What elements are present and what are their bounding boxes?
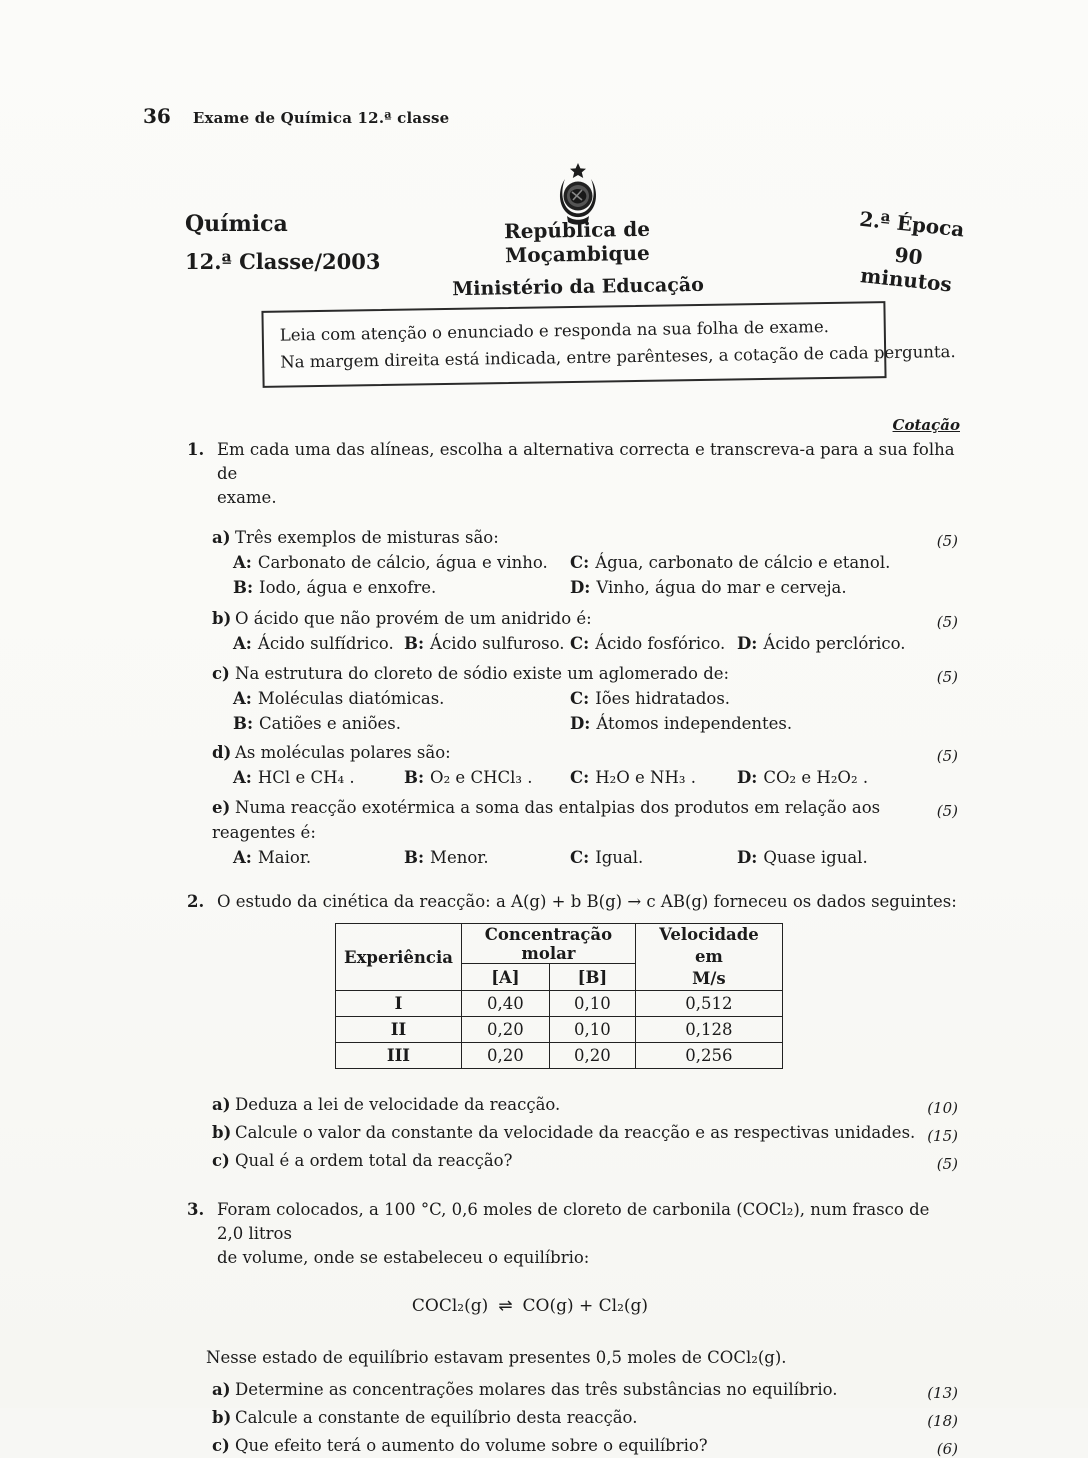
cell-a: 0,20 (461, 1017, 549, 1043)
item-label: b) (212, 1408, 232, 1427)
option-b: B: O₂ e CHCl₃ . (404, 768, 533, 787)
option-b: B: Iodo, água e enxofre. (233, 578, 437, 597)
options-row (233, 845, 960, 870)
question-3-head (185, 1198, 960, 1270)
item-label: a) (212, 1095, 231, 1114)
option-d: D: CO₂ e H₂O₂ . (737, 768, 869, 787)
item-prompt: Três exemplos de misturas são: (235, 528, 499, 547)
item-mark: (5) (936, 802, 958, 820)
table-row (336, 1017, 783, 1043)
question-1-head (185, 438, 960, 510)
option-d: D: Quase igual. (737, 848, 868, 867)
item-mark: (13) (927, 1384, 958, 1402)
running-header-label: Exame de Química 12.ª classe (192, 109, 450, 127)
question-item-3a (212, 1377, 960, 1402)
question-text: Em cada uma das alíneas, escolha a alternativa correcta e transcreva-a para a sua folha de exame. (217, 440, 955, 507)
option-a: A: Moléculas diatómicas. (233, 689, 445, 708)
item-mark: (6) (936, 1440, 958, 1458)
item-label: a) (212, 528, 231, 547)
item-label: b) (212, 609, 232, 628)
equation-left: COCl₂(g) (411, 1296, 489, 1316)
option-c: C: Ácido fosfórico. (570, 634, 726, 653)
item-label: c) (212, 664, 230, 683)
item-label: b) (212, 1123, 232, 1142)
cell-experiment: III (336, 1043, 462, 1069)
options-grid (233, 686, 960, 736)
option-b: B: Catiões e aniões. (233, 714, 401, 733)
question-item-1b (212, 606, 960, 656)
cell-a: 0,20 (461, 1043, 549, 1069)
cell-velocity: 0,512 (635, 991, 782, 1017)
option-c: C: Água, carbonato de cálcio e etanol. (570, 553, 891, 572)
item-mark: (18) (927, 1412, 958, 1430)
question-text: Foram colocados, a 100 °C, 0,6 moles de cloreto de carbonila (COCl₂), num frasco de 2,0 litros de volume, onde se estabeleceu o equilíbrio: (217, 1200, 930, 1267)
item-prompt: Determine as concentrações molares das três substâncias no equilíbrio. (235, 1380, 838, 1399)
item-label: c) (212, 1151, 230, 1170)
kinetics-table-wrap (335, 923, 960, 1069)
item-prompt: Numa reacção exotérmica a soma das entalpias dos produtos em relação aos reagentes é: (212, 798, 881, 842)
cell-velocity: 0,256 (635, 1043, 782, 1069)
option-b: B: Ácido sulfuroso. (404, 634, 565, 653)
item-prompt: Calcule a constante de equilíbrio desta reacção. (235, 1408, 638, 1427)
item-mark: (15) (927, 1127, 958, 1145)
kinetics-table (335, 923, 783, 1069)
question-item-2c (212, 1148, 960, 1173)
options-row (233, 631, 960, 656)
option-a: A: Ácido sulfídrico. (233, 634, 394, 653)
instructions-line: Na margem direita está indicada, entre parênteses, a cotação de cada pergunta. (280, 342, 956, 372)
option-a: A: HCl e CH₄ . (233, 768, 355, 787)
cotacao-column-header: Cotação (892, 416, 960, 434)
header-subject-block (185, 211, 381, 274)
item-prompt: Qual é a ordem total da reacção? (235, 1151, 513, 1170)
option-b: B: Menor. (404, 848, 489, 867)
instructions-box (261, 301, 956, 388)
cell-b: 0,10 (549, 991, 635, 1017)
cell-experiment: I (336, 991, 462, 1017)
col-header-velocity: Velocidade em M/s (635, 924, 782, 991)
item-mark: (5) (936, 1155, 958, 1173)
item-label: e) (212, 798, 231, 817)
cell-b: 0,20 (549, 1043, 635, 1069)
option-c: C: Igual. (570, 848, 644, 867)
equilibrium-arrow: ⇌ (498, 1296, 513, 1316)
option-a: A: Carbonato de cálcio, água e vinho. (233, 553, 548, 572)
cell-a: 0,40 (461, 991, 549, 1017)
question-text: O estudo da cinética da reacção: a A(g) + b B(g) → c AB(g) forneceu os dados seguintes: (217, 892, 957, 911)
class-year: 12.ª Classe/2003 (185, 249, 381, 274)
option-d: D: Vinho, água do mar e cerveja. (570, 578, 847, 597)
item-mark: (5) (936, 668, 958, 686)
options-grid (233, 550, 960, 600)
question-item-3b (212, 1405, 960, 1430)
exam-body (185, 438, 960, 1458)
instructions-line: Leia com atenção o enunciado e responda na sua folha de exame. (279, 316, 830, 345)
equilibrium-note: Nesse estado de equilíbrio estavam presentes 0,5 moles de COCl₂(g). (206, 1348, 787, 1367)
question-item-3c (212, 1433, 960, 1458)
option-d: D: Ácido perclórico. (737, 634, 906, 653)
col-header-b: [B] (549, 964, 635, 991)
question-number: 2. (187, 892, 205, 911)
header-session-block (849, 206, 969, 297)
item-prompt: Calcule o valor da constante da velocidade da reacção e as respectivas unidades. (235, 1123, 916, 1142)
question-item-2a (212, 1092, 960, 1117)
cell-b: 0,10 (549, 1017, 635, 1043)
item-mark: (5) (936, 613, 958, 631)
equation-right: CO(g) + Cl₂(g) (522, 1296, 649, 1316)
question-item-1d (212, 740, 960, 790)
col-header-experiment: Experiência (336, 924, 462, 991)
header-authority-block (444, 216, 710, 301)
running-header (143, 104, 449, 128)
item-prompt: As moléculas polares são: (235, 743, 451, 762)
cell-velocity: 0,128 (635, 1017, 782, 1043)
question-item-1a (212, 525, 960, 600)
table-row (336, 991, 783, 1017)
question-item-1e (212, 795, 960, 870)
item-label: c) (212, 1436, 230, 1455)
question-2-head (185, 890, 960, 914)
item-label: d) (212, 743, 232, 762)
options-row (233, 765, 960, 790)
question-item-1c (212, 661, 960, 736)
question-number: 1. (187, 440, 205, 459)
page-number: 36 (143, 104, 171, 128)
item-prompt: O ácido que não provém de um anidrido é: (235, 609, 592, 628)
item-prompt: Que efeito terá o aumento do volume sobre o equilíbrio? (235, 1436, 708, 1455)
item-mark: (10) (927, 1099, 958, 1117)
equilibrium-equation (320, 1294, 740, 1319)
option-c: C: Iões hidratados. (570, 689, 731, 708)
item-label: a) (212, 1380, 231, 1399)
exam-epoch: 2.ª Época (858, 206, 966, 242)
col-header-concentration: Concentração molar (461, 924, 635, 964)
subject-title: Química (185, 211, 288, 237)
exam-duration: 90 minutos (859, 242, 953, 297)
ministry-name: Ministério da Educação (452, 273, 704, 301)
question-item-2b (212, 1120, 960, 1145)
option-a: A: Maior. (233, 848, 312, 867)
col-header-a: [A] (461, 964, 549, 991)
question-number: 3. (187, 1200, 205, 1219)
option-c: C: H₂O e NH₃ . (570, 768, 696, 787)
item-prompt: Deduza a lei de velocidade da reacção. (235, 1095, 561, 1114)
table-row (336, 1043, 783, 1069)
option-d: D: Átomos independentes. (570, 714, 793, 733)
country-name: República de Moçambique (503, 216, 651, 268)
item-mark: (5) (936, 747, 958, 765)
item-mark: (5) (936, 532, 958, 550)
item-prompt: Na estrutura do cloreto de sódio existe um aglomerado de: (235, 664, 730, 683)
cell-experiment: II (336, 1017, 462, 1043)
